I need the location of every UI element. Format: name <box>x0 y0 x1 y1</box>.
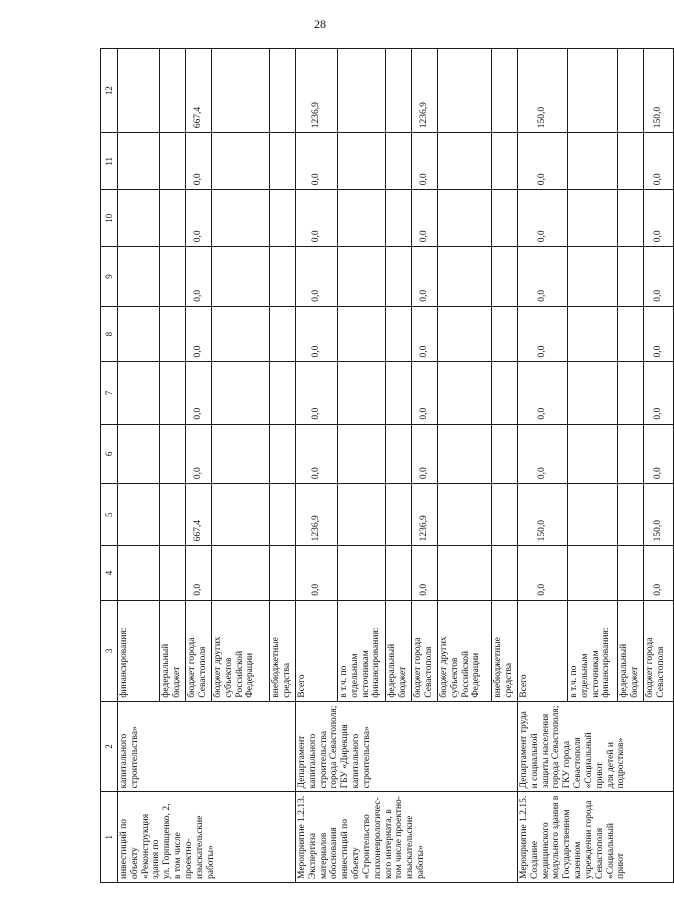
value-cell-col-7 <box>492 362 518 424</box>
value-cell-col-5: 150,0 <box>518 484 568 546</box>
value-cell-col-7 <box>438 362 492 424</box>
source-label-cell: бюджет города Севастополя <box>186 600 212 701</box>
value-cell-col-7 <box>568 362 618 424</box>
value-cell-col-9 <box>118 247 160 307</box>
value-cell-col-8 <box>438 306 492 362</box>
value-cell-col-5 <box>212 484 270 546</box>
table-row <box>296 49 338 883</box>
value-cell-col-9: 0,0 <box>186 247 212 307</box>
source-label-cell: финансирования: <box>118 600 160 701</box>
source-label-cell: в т.ч. по отдельным источникам финансирования: <box>338 600 386 701</box>
value-cell-col-10 <box>618 190 644 247</box>
value-cell-col-8: 0,0 <box>296 306 338 362</box>
value-cell-col-4 <box>160 546 186 600</box>
value-cell-col-9 <box>212 247 270 307</box>
value-cell-col-11 <box>386 133 412 190</box>
value-cell-col-7 <box>338 362 386 424</box>
header-cell-9: 9 <box>101 247 118 307</box>
value-cell-col-11 <box>568 133 618 190</box>
value-cell-col-8 <box>568 306 618 362</box>
value-cell-col-7 <box>118 362 160 424</box>
source-label-cell: федеральный бюджет <box>618 600 644 701</box>
value-cell-col-6 <box>618 424 644 484</box>
value-cell-col-12: 1236,9 <box>296 49 338 133</box>
value-cell-col-10: 0,0 <box>644 190 674 247</box>
value-cell-col-4 <box>270 546 296 600</box>
value-cell-col-7: 0,0 <box>644 362 674 424</box>
executor-cell: Департамент труда и социальной защиты населения города Севастополя; ГКУ города Севастополя «Социальный приют для детей и подростков» <box>518 701 674 792</box>
value-cell-col-11: 0,0 <box>296 133 338 190</box>
value-cell-col-10 <box>492 190 518 247</box>
value-cell-col-12: 667,4 <box>186 49 212 133</box>
value-cell-col-6 <box>338 424 386 484</box>
value-cell-col-9 <box>386 247 412 307</box>
source-label-cell: бюджет других субъектов Российской Федерации <box>438 600 492 701</box>
value-cell-col-9 <box>270 247 296 307</box>
value-cell-col-5 <box>438 484 492 546</box>
value-cell-col-5 <box>338 484 386 546</box>
page-number: 28 <box>314 17 326 31</box>
value-cell-col-10: 0,0 <box>186 190 212 247</box>
value-cell-col-5: 150,0 <box>644 484 674 546</box>
value-cell-col-8: 0,0 <box>644 306 674 362</box>
value-cell-col-6: 0,0 <box>296 424 338 484</box>
header-cell-2: 2 <box>101 701 118 792</box>
value-cell-col-10: 0,0 <box>412 190 438 247</box>
value-cell-col-8 <box>386 306 412 362</box>
value-cell-col-12: 150,0 <box>644 49 674 133</box>
value-cell-col-7: 0,0 <box>186 362 212 424</box>
value-cell-col-10 <box>386 190 412 247</box>
value-cell-col-11 <box>160 133 186 190</box>
value-cell-col-12 <box>212 49 270 133</box>
value-cell-col-6 <box>212 424 270 484</box>
source-label-cell: внебюджетные средства <box>492 600 518 701</box>
value-cell-col-4 <box>618 546 644 600</box>
table-row <box>118 49 160 883</box>
header-cell-11: 11 <box>101 133 118 190</box>
value-cell-col-4 <box>212 546 270 600</box>
value-cell-col-12 <box>338 49 386 133</box>
value-cell-col-10 <box>338 190 386 247</box>
value-cell-col-4: 0,0 <box>412 546 438 600</box>
value-cell-col-4 <box>568 546 618 600</box>
value-cell-col-11: 0,0 <box>186 133 212 190</box>
value-cell-col-4 <box>338 546 386 600</box>
value-cell-col-8: 0,0 <box>412 306 438 362</box>
value-cell-col-4: 0,0 <box>644 546 674 600</box>
source-label-cell: бюджет других субъектов Российской Федерации <box>212 600 270 701</box>
source-label-cell: внебюджетные средства <box>270 600 296 701</box>
value-cell-col-6 <box>118 424 160 484</box>
value-cell-col-8 <box>492 306 518 362</box>
value-cell-col-12: 150,0 <box>518 49 568 133</box>
value-cell-col-10: 0,0 <box>296 190 338 247</box>
value-cell-col-12 <box>118 49 160 133</box>
value-cell-col-7 <box>212 362 270 424</box>
header-cell-12: 12 <box>101 49 118 133</box>
value-cell-col-4: 0,0 <box>186 546 212 600</box>
value-cell-col-11 <box>338 133 386 190</box>
value-cell-col-4 <box>118 546 160 600</box>
header-cell-6: 6 <box>101 424 118 484</box>
value-cell-col-12 <box>618 49 644 133</box>
value-cell-col-12 <box>568 49 618 133</box>
value-cell-col-11: 0,0 <box>518 133 568 190</box>
executor-cell: Департамент капитального строительства города Севастополя; ГБУ «Дирекция капитального строительства» <box>296 701 518 792</box>
table-row <box>518 49 568 883</box>
event-name-cell: Мероприятие 1.2.13. Экспертиза материалов обоснования инвестиций по объекту «Строительство психоневрологичес- кого интерната, в том числе проектно- изыскательские работы» <box>296 792 518 883</box>
value-cell-col-8 <box>118 306 160 362</box>
source-label-cell: бюджет города Севастополя <box>644 600 674 701</box>
value-cell-col-5 <box>118 484 160 546</box>
value-cell-col-5: 1236,9 <box>412 484 438 546</box>
value-cell-col-5 <box>270 484 296 546</box>
value-cell-col-7: 0,0 <box>296 362 338 424</box>
rotated-table-wrapper <box>100 48 666 883</box>
source-label-cell: Всего <box>518 600 568 701</box>
value-cell-col-8 <box>338 306 386 362</box>
value-cell-col-7 <box>160 362 186 424</box>
value-cell-col-5 <box>386 484 412 546</box>
value-cell-col-8 <box>212 306 270 362</box>
value-cell-col-6 <box>270 424 296 484</box>
value-cell-col-7: 0,0 <box>412 362 438 424</box>
value-cell-col-9: 0,0 <box>296 247 338 307</box>
source-label-cell: федеральный бюджет <box>386 600 412 701</box>
value-cell-col-5 <box>568 484 618 546</box>
value-cell-col-11 <box>212 133 270 190</box>
header-cell-7: 7 <box>101 362 118 424</box>
value-cell-col-6: 0,0 <box>644 424 674 484</box>
value-cell-col-8: 0,0 <box>518 306 568 362</box>
value-cell-col-4: 0,0 <box>518 546 568 600</box>
value-cell-col-6 <box>160 424 186 484</box>
value-cell-col-9: 0,0 <box>518 247 568 307</box>
event-name-cell: Мероприятие 1.2.15. Создание медицинского модульного здания в Государственном казенном учреждении города Севастополя «Социальный приют <box>518 792 674 883</box>
value-cell-col-9 <box>618 247 644 307</box>
value-cell-col-9 <box>492 247 518 307</box>
value-cell-col-6: 0,0 <box>412 424 438 484</box>
source-label-cell: в т.ч. по отдельным источникам финансирования: <box>568 600 618 701</box>
header-cell-3: 3 <box>101 600 118 701</box>
value-cell-col-12 <box>386 49 412 133</box>
value-cell-col-6: 0,0 <box>186 424 212 484</box>
value-cell-col-10 <box>568 190 618 247</box>
value-cell-col-10 <box>160 190 186 247</box>
value-cell-col-10 <box>118 190 160 247</box>
value-cell-col-5 <box>618 484 644 546</box>
value-cell-col-9: 0,0 <box>644 247 674 307</box>
value-cell-col-7 <box>618 362 644 424</box>
value-cell-col-11: 0,0 <box>412 133 438 190</box>
header-cell-5: 5 <box>101 484 118 546</box>
value-cell-col-5: 1236,9 <box>296 484 338 546</box>
value-cell-col-7 <box>270 362 296 424</box>
value-cell-col-10 <box>438 190 492 247</box>
value-cell-col-11 <box>618 133 644 190</box>
header-cell-10: 10 <box>101 190 118 247</box>
event-name-cell: инвестиций по объекту «Реконструкция здания по ул. Горпищенко, 2, в том числе проектно- изыскательские работы» <box>118 792 296 883</box>
value-cell-col-4 <box>438 546 492 600</box>
value-cell-col-11 <box>270 133 296 190</box>
value-cell-col-11 <box>492 133 518 190</box>
value-cell-col-6 <box>492 424 518 484</box>
value-cell-col-11 <box>438 133 492 190</box>
value-cell-col-9 <box>438 247 492 307</box>
value-cell-col-11: 0,0 <box>644 133 674 190</box>
value-cell-col-4 <box>386 546 412 600</box>
value-cell-col-9 <box>338 247 386 307</box>
value-cell-col-9: 0,0 <box>412 247 438 307</box>
value-cell-col-10 <box>270 190 296 247</box>
value-cell-col-4 <box>492 546 518 600</box>
value-cell-col-8 <box>160 306 186 362</box>
header-cell-4: 4 <box>101 546 118 600</box>
value-cell-col-4: 0,0 <box>296 546 338 600</box>
value-cell-col-6 <box>386 424 412 484</box>
value-cell-col-8 <box>270 306 296 362</box>
source-label-cell: федеральный бюджет <box>160 600 186 701</box>
value-cell-col-7 <box>386 362 412 424</box>
value-cell-col-6 <box>438 424 492 484</box>
financing-table <box>100 48 674 883</box>
value-cell-col-12: 1236,9 <box>412 49 438 133</box>
header-cell-8: 8 <box>101 306 118 362</box>
value-cell-col-5 <box>160 484 186 546</box>
value-cell-col-8 <box>618 306 644 362</box>
value-cell-col-5 <box>492 484 518 546</box>
value-cell-col-12 <box>160 49 186 133</box>
header-row <box>101 49 118 883</box>
value-cell-col-5: 667,4 <box>186 484 212 546</box>
value-cell-col-9 <box>568 247 618 307</box>
header-cell-1: 1 <box>101 792 118 883</box>
value-cell-col-9 <box>160 247 186 307</box>
source-label-cell: бюджет города Севастополя <box>412 600 438 701</box>
value-cell-col-8: 0,0 <box>186 306 212 362</box>
executor-cell: капитального строительства» <box>118 701 296 792</box>
value-cell-col-7: 0,0 <box>518 362 568 424</box>
value-cell-col-12 <box>492 49 518 133</box>
value-cell-col-6: 0,0 <box>518 424 568 484</box>
value-cell-col-10: 0,0 <box>518 190 568 247</box>
value-cell-col-6 <box>568 424 618 484</box>
rotated-table-area <box>100 48 666 883</box>
value-cell-col-11 <box>118 133 160 190</box>
value-cell-col-12 <box>270 49 296 133</box>
value-cell-col-10 <box>212 190 270 247</box>
source-label-cell: Всего <box>296 600 338 701</box>
value-cell-col-12 <box>438 49 492 133</box>
